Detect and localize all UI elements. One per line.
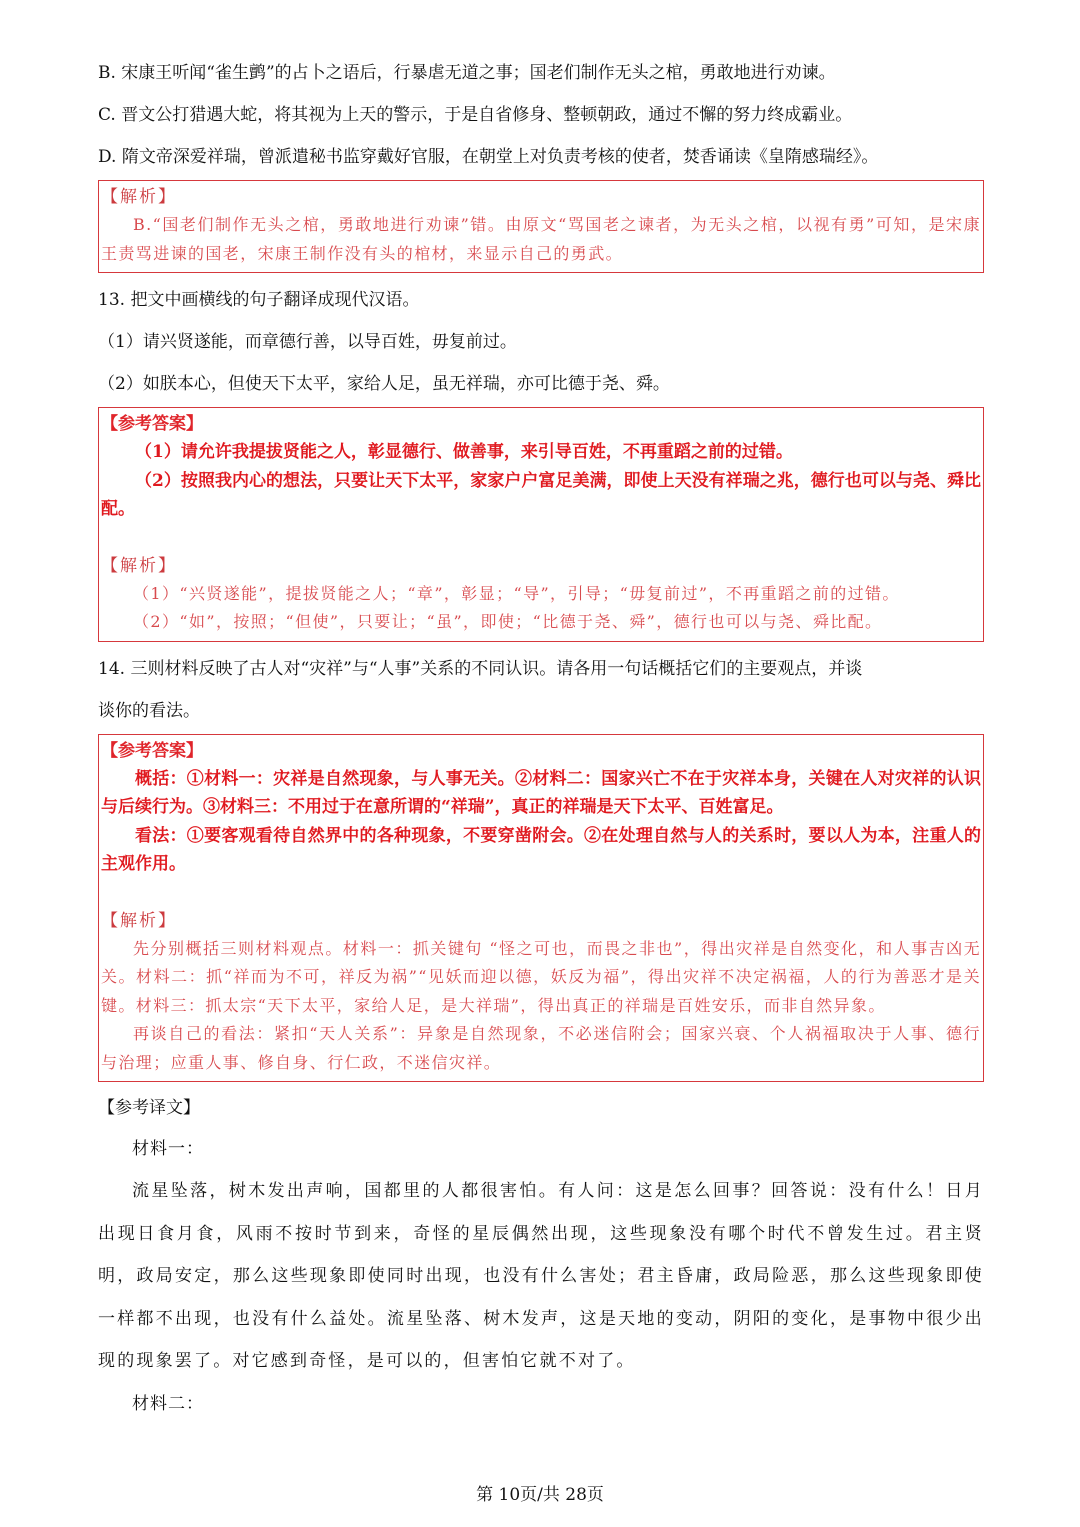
analysis-heading: 【解析】 (101, 910, 177, 931)
q13-answer-2: （2）按照我内心的想法，只要让天下太平，家家户户富足美满，即使上天没有祥瑞之兆，德行也可以与尧、舜比配。 (101, 470, 981, 519)
document-page (98, 52, 984, 1425)
page-number: 第 10页/共 28页 (476, 1485, 604, 1505)
q13-answer-box (98, 407, 984, 642)
q14-answer-2: 看法：①要客观看待自然界中的各种现象，不要穿凿附会。②在处理自然与人的关系时，要以人为本，注重人的主观作用。 (101, 825, 981, 874)
q13-analysis-2: （2）“如”，按照；“但使”，只要让；“虽”，即使；“比德于尧、舜”，德行也可以与尧、舜比配。 (133, 612, 883, 631)
material-1-label: 材料一： (132, 1139, 204, 1159)
q13-question: 13. 把文中画横线的句子翻译成现代汉语。 (98, 290, 420, 310)
option-c: C. 晋文公打猎遇大蛇，将其视为上天的警示，于是自省修身、整顿朝政，通过不懈的努力终成霸业。 (98, 105, 853, 125)
q14-answer-1: 概括：①材料一：灾祥是自然现象，与人事无关。②材料二：国家兴亡不在于灾祥本身，关键在人对灾祥的认识与后续行为。③材料三：不用过于在意所谓的“祥瑞”，真正的祥瑞是天下太平、百姓富足。 (101, 768, 981, 817)
q14-answer-box (98, 734, 984, 1083)
answer-heading: 【参考答案】 (101, 740, 203, 761)
material-2-label: 材料二： (132, 1393, 204, 1414)
q14-analysis-1: 先分别概括三则材料观点。材料一：抓关键句 “怪之可也，而畏之非也”，得出灾祥是自然变化，和人事吉凶无关。材料二：抓“祥而为不可，祥反为祸”“见妖而迎以德，妖反为福”，得出灾祥不决定祸福，人的行为善恶才是关键。材料三：抓太宗“天下太平，家给人足，是大祥瑞”，得出真正的祥瑞是百姓安乐，而非自然异象。 (101, 938, 981, 1015)
q14-question-line-1: 14. 三则材料反映了古人对“灾祥”与“人事”关系的不同认识。请各用一句话概括它们的主要观点，并谈 (98, 658, 863, 679)
q13-sentence-1: （1）请兴贤遂能，而章德行善，以导百姓，毋复前过。 (98, 332, 517, 352)
q13-answer-1: （1）请允许我提拔贤能之人，彰显德行、做善事，来引导百姓，不再重蹈之前的过错。 (135, 442, 793, 462)
q14-analysis-2: 再谈自己的看法：紧扣“天人关系”：异象是自然现象，不必迷信附会；国家兴衰、个人祸福取决于人事、德行与治理；应重人事、修自身、行仁政，不迷信灾祥。 (101, 1024, 981, 1072)
option-d: D. 隋文帝深爱祥瑞，曾派遣秘书监穿戴好官服，在朝堂上对负责考核的使者，焚香诵读《皇隋感瑞经》。 (98, 147, 879, 167)
translation-heading: 【参考译文】 (98, 1098, 200, 1118)
analysis-heading: 【解析】 (101, 187, 177, 207)
q12-analysis-box (98, 180, 984, 273)
q13-sentence-2: （2）如朕本心，但使天下太平，家给人足，虽无祥瑞，亦可比德于尧、舜。 (98, 374, 670, 394)
material-1-text: 流星坠落，树木发出声响，国都里的人都很害怕。有人问：这是怎么回事？回答说：没有什么！日月出现日食月食，风雨不按时节到来，奇怪的星辰偶然出现，这些现象没有哪个时代不曾发生过。君主贤明，政局安定，那么这些现象即使同时出现，也没有什么害处；君主昏庸，政局险恶，那么这些现象即使一样都不出现，也没有什么益处。流星坠落、树木发声，这是天地的变动，阴阳的变化，是事物中很少出现的现象罢了。对它感到奇怪，是可以的，但害怕它就不对了。 (98, 1181, 984, 1371)
option-b: B. 宋康王听闻“雀生鹯”的占卜之语后，行暴虐无道之事；国老们制作无头之棺，勇敢地进行劝谏。 (98, 63, 836, 83)
analysis-text: B.“国老们制作无头之棺，勇敢地进行劝谏”错。由原文“骂国老之谏者，为无头之棺，以视有勇”可知，是宋康王责骂进谏的国老，宋康王制作没有头的棺材，来显示自己的勇武。 (101, 215, 981, 263)
answer-heading: 【参考答案】 (101, 414, 203, 434)
q14-question-line-2: 谈你的看法。 (98, 700, 200, 721)
q13-analysis-1: （1）“兴贤遂能”，提拔贤能之人；“章”，彰显；“导”，引导；“毋复前过”，不再重蹈之前的过错。 (133, 583, 900, 603)
analysis-heading: 【解析】 (101, 555, 177, 576)
